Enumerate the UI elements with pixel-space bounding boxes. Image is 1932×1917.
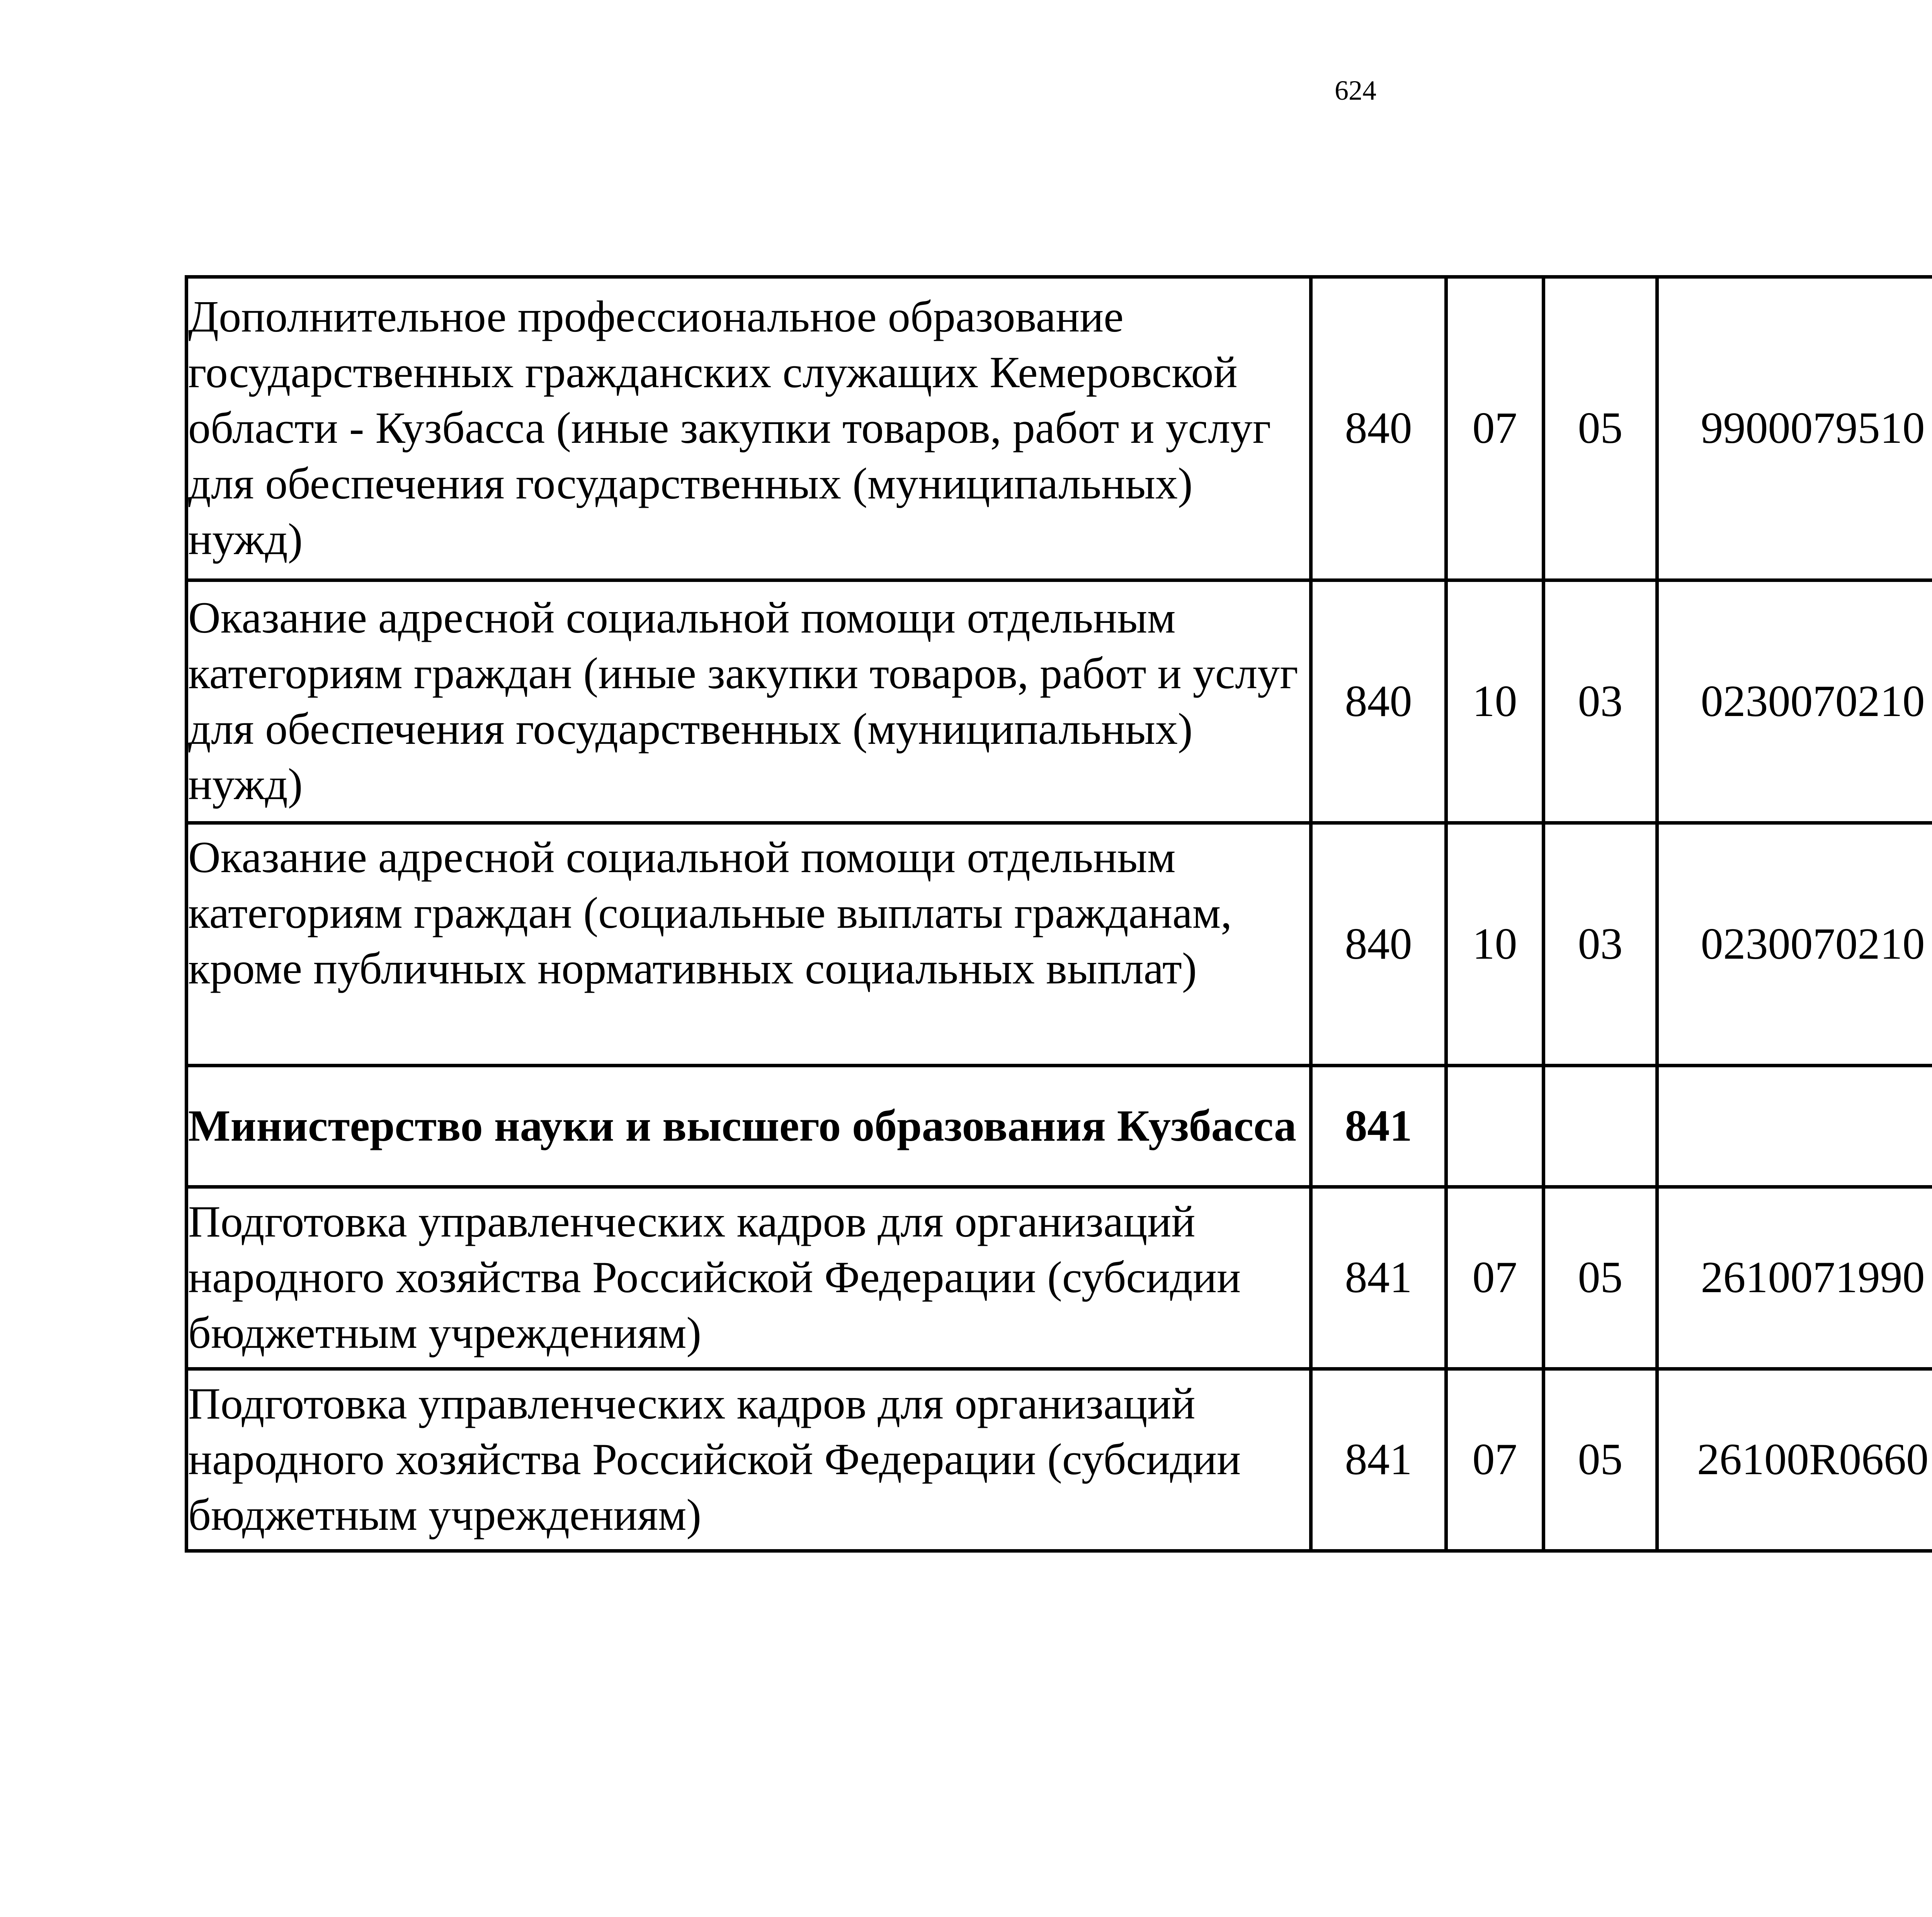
grbs-code-cell: 840 — [1311, 580, 1446, 823]
ministry-total-row — [187, 1066, 1932, 1187]
grbs-code-cell: 841 — [1311, 1066, 1446, 1187]
ministry-name-cell: Министерство науки и высшего образования Кузбасса — [187, 1066, 1311, 1187]
table-row — [187, 580, 1932, 823]
page-number: 624 — [1335, 75, 1376, 106]
target-article-cell: 0230070210 — [1657, 580, 1932, 823]
table-row — [187, 1187, 1932, 1369]
target-article-cell: 9900079510 — [1657, 277, 1932, 580]
target-article-cell: 26100R0660 — [1657, 1369, 1932, 1551]
budget-table — [185, 275, 1932, 1553]
subsection-code-cell — [1544, 1066, 1657, 1187]
row-name-cell: Оказание адресной социальной помощи отдельным категориям граждан (иные закупки товаров, работ и услуг для обеспечения государственных (муниципальных) нужд) — [187, 580, 1311, 823]
subsection-code-cell: 05 — [1544, 1187, 1657, 1369]
grbs-code-cell: 840 — [1311, 277, 1446, 580]
grbs-code-cell: 841 — [1311, 1369, 1446, 1551]
row-name-cell: Дополнительное профессиональное образование государственных гражданских служащих Кемеровской области - Кузбасса (иные закупки товаров, работ и услуг для обеспечения государственных (муниципальных) нужд) — [187, 277, 1311, 580]
section-code-cell: 10 — [1446, 580, 1544, 823]
target-article-cell — [1657, 1066, 1932, 1187]
table-row — [187, 277, 1932, 580]
subsection-code-cell: 03 — [1544, 580, 1657, 823]
table-row — [187, 1369, 1932, 1551]
row-name-cell: Оказание адресной социальной помощи отдельным категориям граждан (социальные выплаты гражданам, кроме публичных нормативных социальных выплат) — [187, 823, 1311, 1066]
section-code-cell: 07 — [1446, 277, 1544, 580]
row-name-cell: Подготовка управленческих кадров для организаций народного хозяйства Российской Федерации (субсидии бюджетным учреждениям) — [187, 1187, 1311, 1369]
subsection-code-cell: 05 — [1544, 277, 1657, 580]
section-code-cell: 10 — [1446, 823, 1544, 1066]
section-code-cell — [1446, 1066, 1544, 1187]
target-article-cell: 0230070210 — [1657, 823, 1932, 1066]
subsection-code-cell: 05 — [1544, 1369, 1657, 1551]
section-code-cell: 07 — [1446, 1187, 1544, 1369]
subsection-code-cell: 03 — [1544, 823, 1657, 1066]
grbs-code-cell: 841 — [1311, 1187, 1446, 1369]
target-article-cell: 2610071990 — [1657, 1187, 1932, 1369]
grbs-code-cell: 840 — [1311, 823, 1446, 1066]
row-name-cell: Подготовка управленческих кадров для организаций народного хозяйства Российской Федерации (субсидии бюджетным учреждениям) — [187, 1369, 1311, 1551]
section-code-cell: 07 — [1446, 1369, 1544, 1551]
table-row — [187, 823, 1932, 1066]
